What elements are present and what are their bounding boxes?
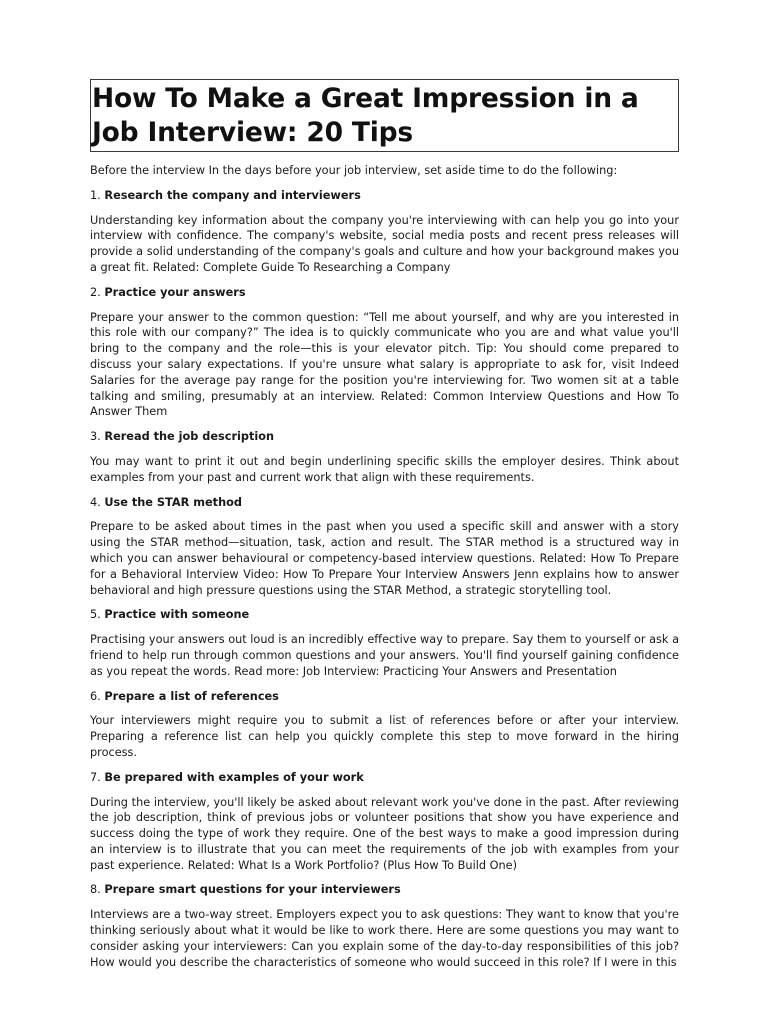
section-body-6: Your interviewers might require you to submit a list of references before or after your interview. Preparing a reference list can help you quickly complete this step to move forward in the hiring process. (90, 714, 679, 759)
section-heading-2 (90, 285, 679, 301)
section-number: 3. (90, 430, 101, 444)
section-heading-text: Prepare smart questions for your interviewers (104, 883, 401, 897)
section-heading-4 (90, 495, 679, 511)
document-title: How To Make a Great Impression in a Job Interview: 20 Tips (92, 83, 639, 148)
section-heading-5 (90, 607, 679, 623)
section-number: 6. (90, 689, 101, 703)
section-body-1: Understanding key information about the company you're interviewing with can help you go into your interview with confidence. The company's website, social media posts and recent press releases will provide a solid understanding of the company's goals and culture and how your background makes you a great fit. Related: Complete Guide To Researching a Company (90, 213, 679, 274)
section-heading-text: Prepare a list of references (104, 689, 279, 703)
section-body-8: Interviews are a two-way street. Employers expect you to ask questions: They want to know that you're thinking seriously about what it would be like to work there. Here are some questions you may want to consider asking your interviewers: Can you explain some of the day-to-day responsibilities of this job? How would you describe the characteristics of someone who would succeed in this role? If I were in this (90, 908, 679, 969)
section-heading-text: Reread the job description (104, 430, 275, 444)
section-number: 4. (90, 495, 101, 509)
section-number: 1. (90, 188, 101, 202)
section-heading-7 (90, 770, 679, 786)
section-heading-text: Be prepared with examples of your work (104, 770, 364, 784)
section-number: 2. (90, 285, 101, 299)
section-number: 7. (90, 770, 101, 784)
section-body-2: Prepare your answer to the common question: “Tell me about yourself, and why are you interested in this role with our company?” The idea is to quickly communicate who you are and what value you'll bring to the company and the role—this is your elevator pitch. Tip: You should come prepared to discuss your salary expectations. If you're unsure what salary is appropriate to ask for, visit Indeed Salaries for the average pay range for the position you're interviewing for. Two women sit at a table talking and smiling, presumably at an interview. Related: Common Interview Questions and How To Answer Them (90, 310, 679, 419)
document-page (90, 79, 679, 979)
section-body-7: During the interview, you'll likely be asked about relevant work you've done in the past. After reviewing the job description, think of previous jobs or volunteer positions that show you have experience and success doing the type of work they require. One of the best ways to make a good impression during an interview is to illustrate that you can meet the requirements of the job with examples from your past experience. Related: What Is a Work Portfolio? (Plus How To Build One) (90, 795, 679, 872)
section-body-4: Prepare to be asked about times in the past when you used a specific skill and answer with a story using the STAR method—situation, task, action and result. The STAR method is a structured way in which you can answer behavioural or competency-based interview questions. Related: How To Prepare for a Behavioral Interview Video: How To Prepare Your Interview Answers Jenn explains how to answer behavioral and high pressure questions using the STAR Method, a strategic storytelling tool. (90, 520, 679, 597)
section-heading-8 (90, 882, 679, 898)
intro-paragraph: Before the interview In the days before your job interview, set aside time to do the following: (90, 164, 618, 177)
section-number: 5. (90, 608, 101, 622)
section-heading-text: Practice with someone (104, 608, 250, 622)
title-box (90, 79, 679, 152)
section-body-3: You may want to print it out and begin underlining specific skills the employer desires. Think about examples from your past and current work that align with these requirements. (90, 454, 679, 484)
section-heading-text: Use the STAR method (104, 495, 242, 509)
section-number: 8. (90, 883, 101, 897)
section-heading-text: Practice your answers (104, 285, 246, 299)
section-body-5: Practising your answers out loud is an incredibly effective way to prepare. Say them to yourself or ask a friend to help run through common questions and your answers. You'll find yourself gaining confidence as you repeat the words. Read more: Job Interview: Practicing Your Answers and Presentation (90, 633, 679, 678)
section-heading-1 (90, 188, 679, 204)
section-heading-6 (90, 689, 679, 705)
section-heading-text: Research the company and interviewers (104, 188, 361, 202)
section-heading-3 (90, 429, 679, 445)
